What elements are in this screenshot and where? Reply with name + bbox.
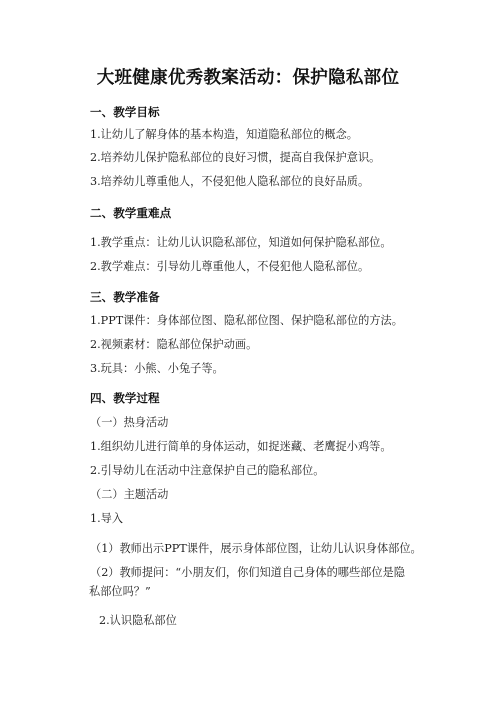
document-title: 大班健康优秀教案活动：保护隐私部位 [96,68,400,88]
section-heading-preparation: 三、教学准备 [90,290,160,304]
main-activity-item-1: 1.导入 [90,512,124,525]
objective-item-2: 2.培养幼儿保护隐私部位的良好习惯，提高自我保护意识。 [90,151,381,164]
warmup-item-1: 1.组织幼儿进行简单的身体运动，如捉迷藏、老鹰捉小鸡等。 [90,440,392,453]
section-heading-key-points: 二、教学重难点 [90,206,172,220]
key-point-item-1: 1.教学重点：让幼儿认识隐私部位，知道如何保护隐私部位。 [90,236,392,249]
objective-item-3: 3.培养幼儿尊重他人，不侵犯他人隐私部位的良好品质。 [90,175,370,188]
main-activity-item-4: 2.认识隐私部位 [99,614,177,627]
preparation-item-2: 2.视频素材：隐私部位保护动画。 [90,338,258,351]
section-heading-objectives: 一、教学目标 [90,105,160,119]
key-point-item-2: 2.教学难点：引导幼儿尊重他人，不侵犯他人隐私部位。 [90,260,370,273]
objective-item-1: 1.让幼儿了解身体的基本构造，知道隐私部位的概念。 [90,128,358,141]
preparation-item-1: 1.PPT课件：身体部位图、隐私部位图、保护隐私部位的方法。 [90,314,403,327]
warmup-item-2: 2.引导幼儿在活动中注意保护自己的隐私部位。 [90,464,325,477]
main-activity-item-3: （2）教师提问：“小朋友们，你们知道自己身体的哪些部位是隐 [90,566,405,579]
section-heading-process: 四、教学过程 [90,391,160,405]
preparation-item-3: 3.玩具：小熊、小兔子等。 [90,362,224,375]
main-activity-item-2: （1）教师出示PPT课件，展示身体部位图，让幼儿认识身体部位。 [90,542,422,555]
main-activity-item-3-continued: 私部位吗？” [89,585,151,598]
process-sub-heading-main: （二）主题活动 [90,488,169,501]
process-sub-heading-warmup: （一）热身活动 [90,416,169,429]
